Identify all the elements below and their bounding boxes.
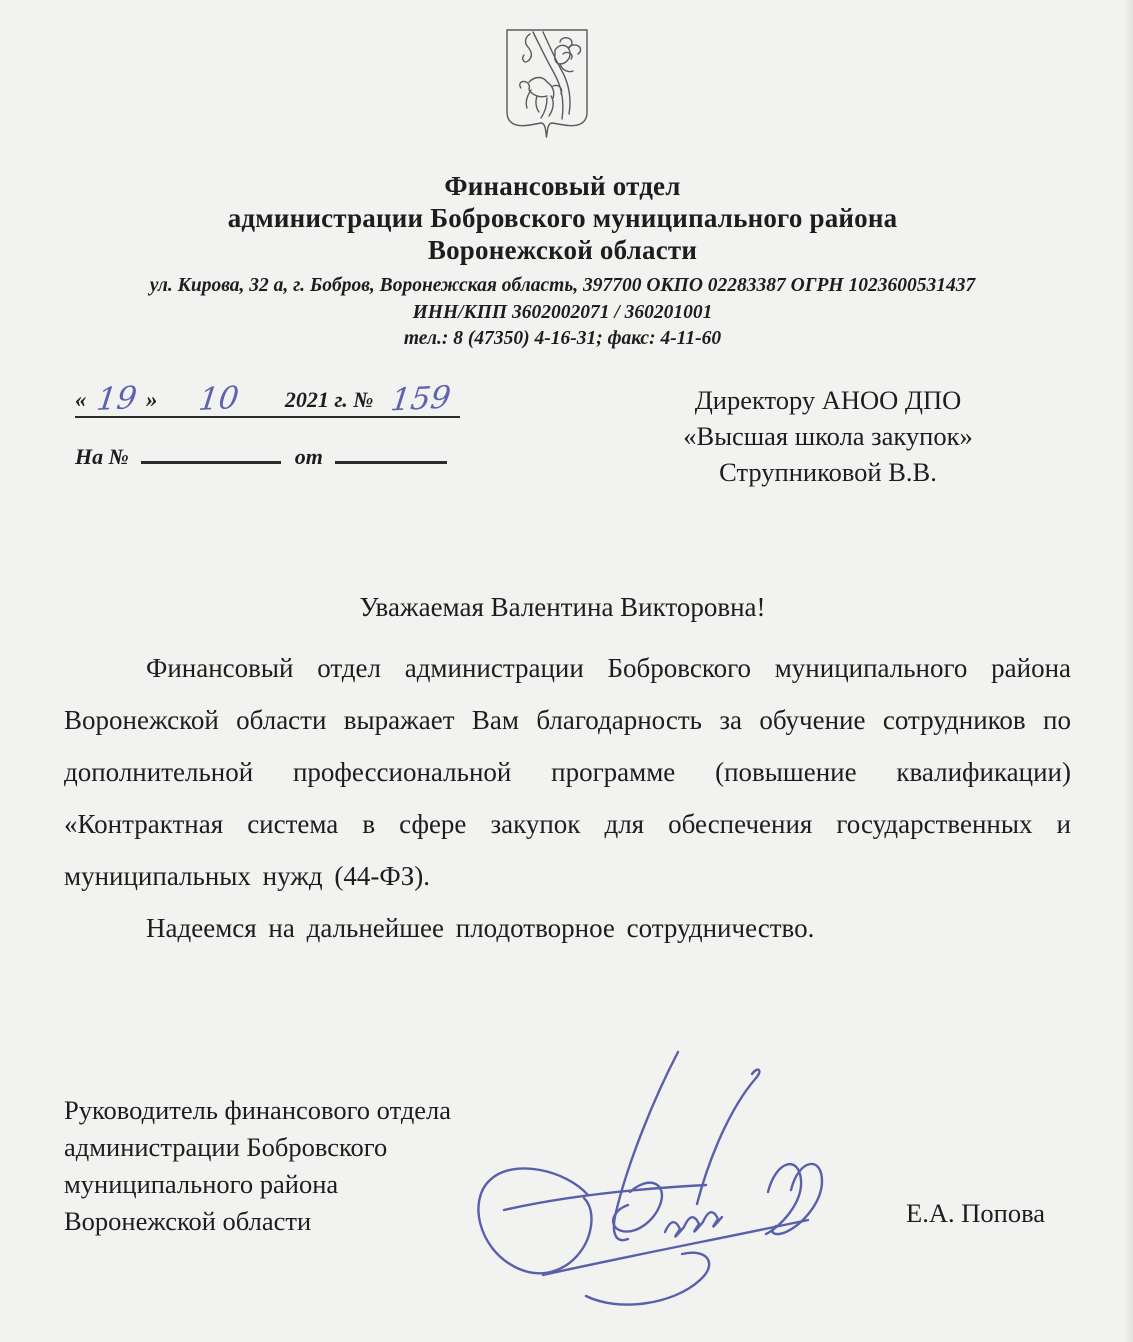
org-requisites-block [0,273,1125,353]
org-phone-line: тел.: 8 (47350) 4-16-31; факс: 4-11-60 [403,328,722,349]
recipient-block [618,382,1038,490]
reference-block [75,379,475,490]
salutation: Уважаемая Валентина Викторовна! [359,592,766,622]
org-name-line: администрации Бобровского муниципального района [227,203,898,233]
recipient-organization: «Высшая школа закупок» [683,421,973,451]
blank-date-line [335,445,447,464]
open-quote: « [75,387,87,412]
org-name-line: Финансовый отдел [444,171,681,201]
org-address-line: ул. Кирова, 32 а, г. Бобров, Воронежская область, 397700 ОКПО 02283387 ОГРН 1023600531437 [149,275,976,296]
date-number-line [75,379,460,419]
body-paragraph: Надеемся на дальнейшее плодотворное сотрудничество. [146,913,815,943]
recipient-position: Директору АНОО ДПО [694,385,962,415]
org-name-block [0,170,1125,266]
na-number-label: На № [75,444,129,469]
handwritten-month: 10 [197,379,242,419]
recipient-name: Струпниковой В.В. [719,457,937,487]
blank-number-line [141,445,281,464]
signer-position-line: администрации Бобровского [64,1132,388,1162]
coat-of-arms-icon [503,26,591,142]
ot-label: от [294,444,323,469]
letter-body [64,642,1071,954]
signer-name: Е.А. Попова [906,1198,1045,1228]
org-inn-kpp-line: ИНН/КПП 3602002071 / 360201001 [412,301,713,323]
org-name-line: Воронежской области [427,235,698,265]
reference-and-recipient-row [75,379,1038,490]
signer-position-line: муниципального района [64,1169,339,1199]
year-number-label: 2021 г. № [284,387,374,412]
handwritten-outgoing-number: 159 [388,379,454,419]
body-paragraph: Финансовый отдел администрации Бобровского муниципального района Воронежской области выражает Вам благодарность за обучение сотрудников по дополнительной профессиональной программе (повышение квалификации) «Контрактная система в сфере закупок для обеспечения государственных и муниципальных нужд (44-ФЗ). [64,653,1071,891]
handwritten-signature [468,1040,848,1335]
close-quote: » [145,387,158,412]
incoming-reference-line [75,444,475,470]
signer-position-line: Воронежской области [64,1206,312,1236]
signer-position-block [64,1092,451,1240]
signer-position-line: Руководитель финансового отдела [64,1095,452,1125]
handwritten-day: 19 [94,379,139,419]
